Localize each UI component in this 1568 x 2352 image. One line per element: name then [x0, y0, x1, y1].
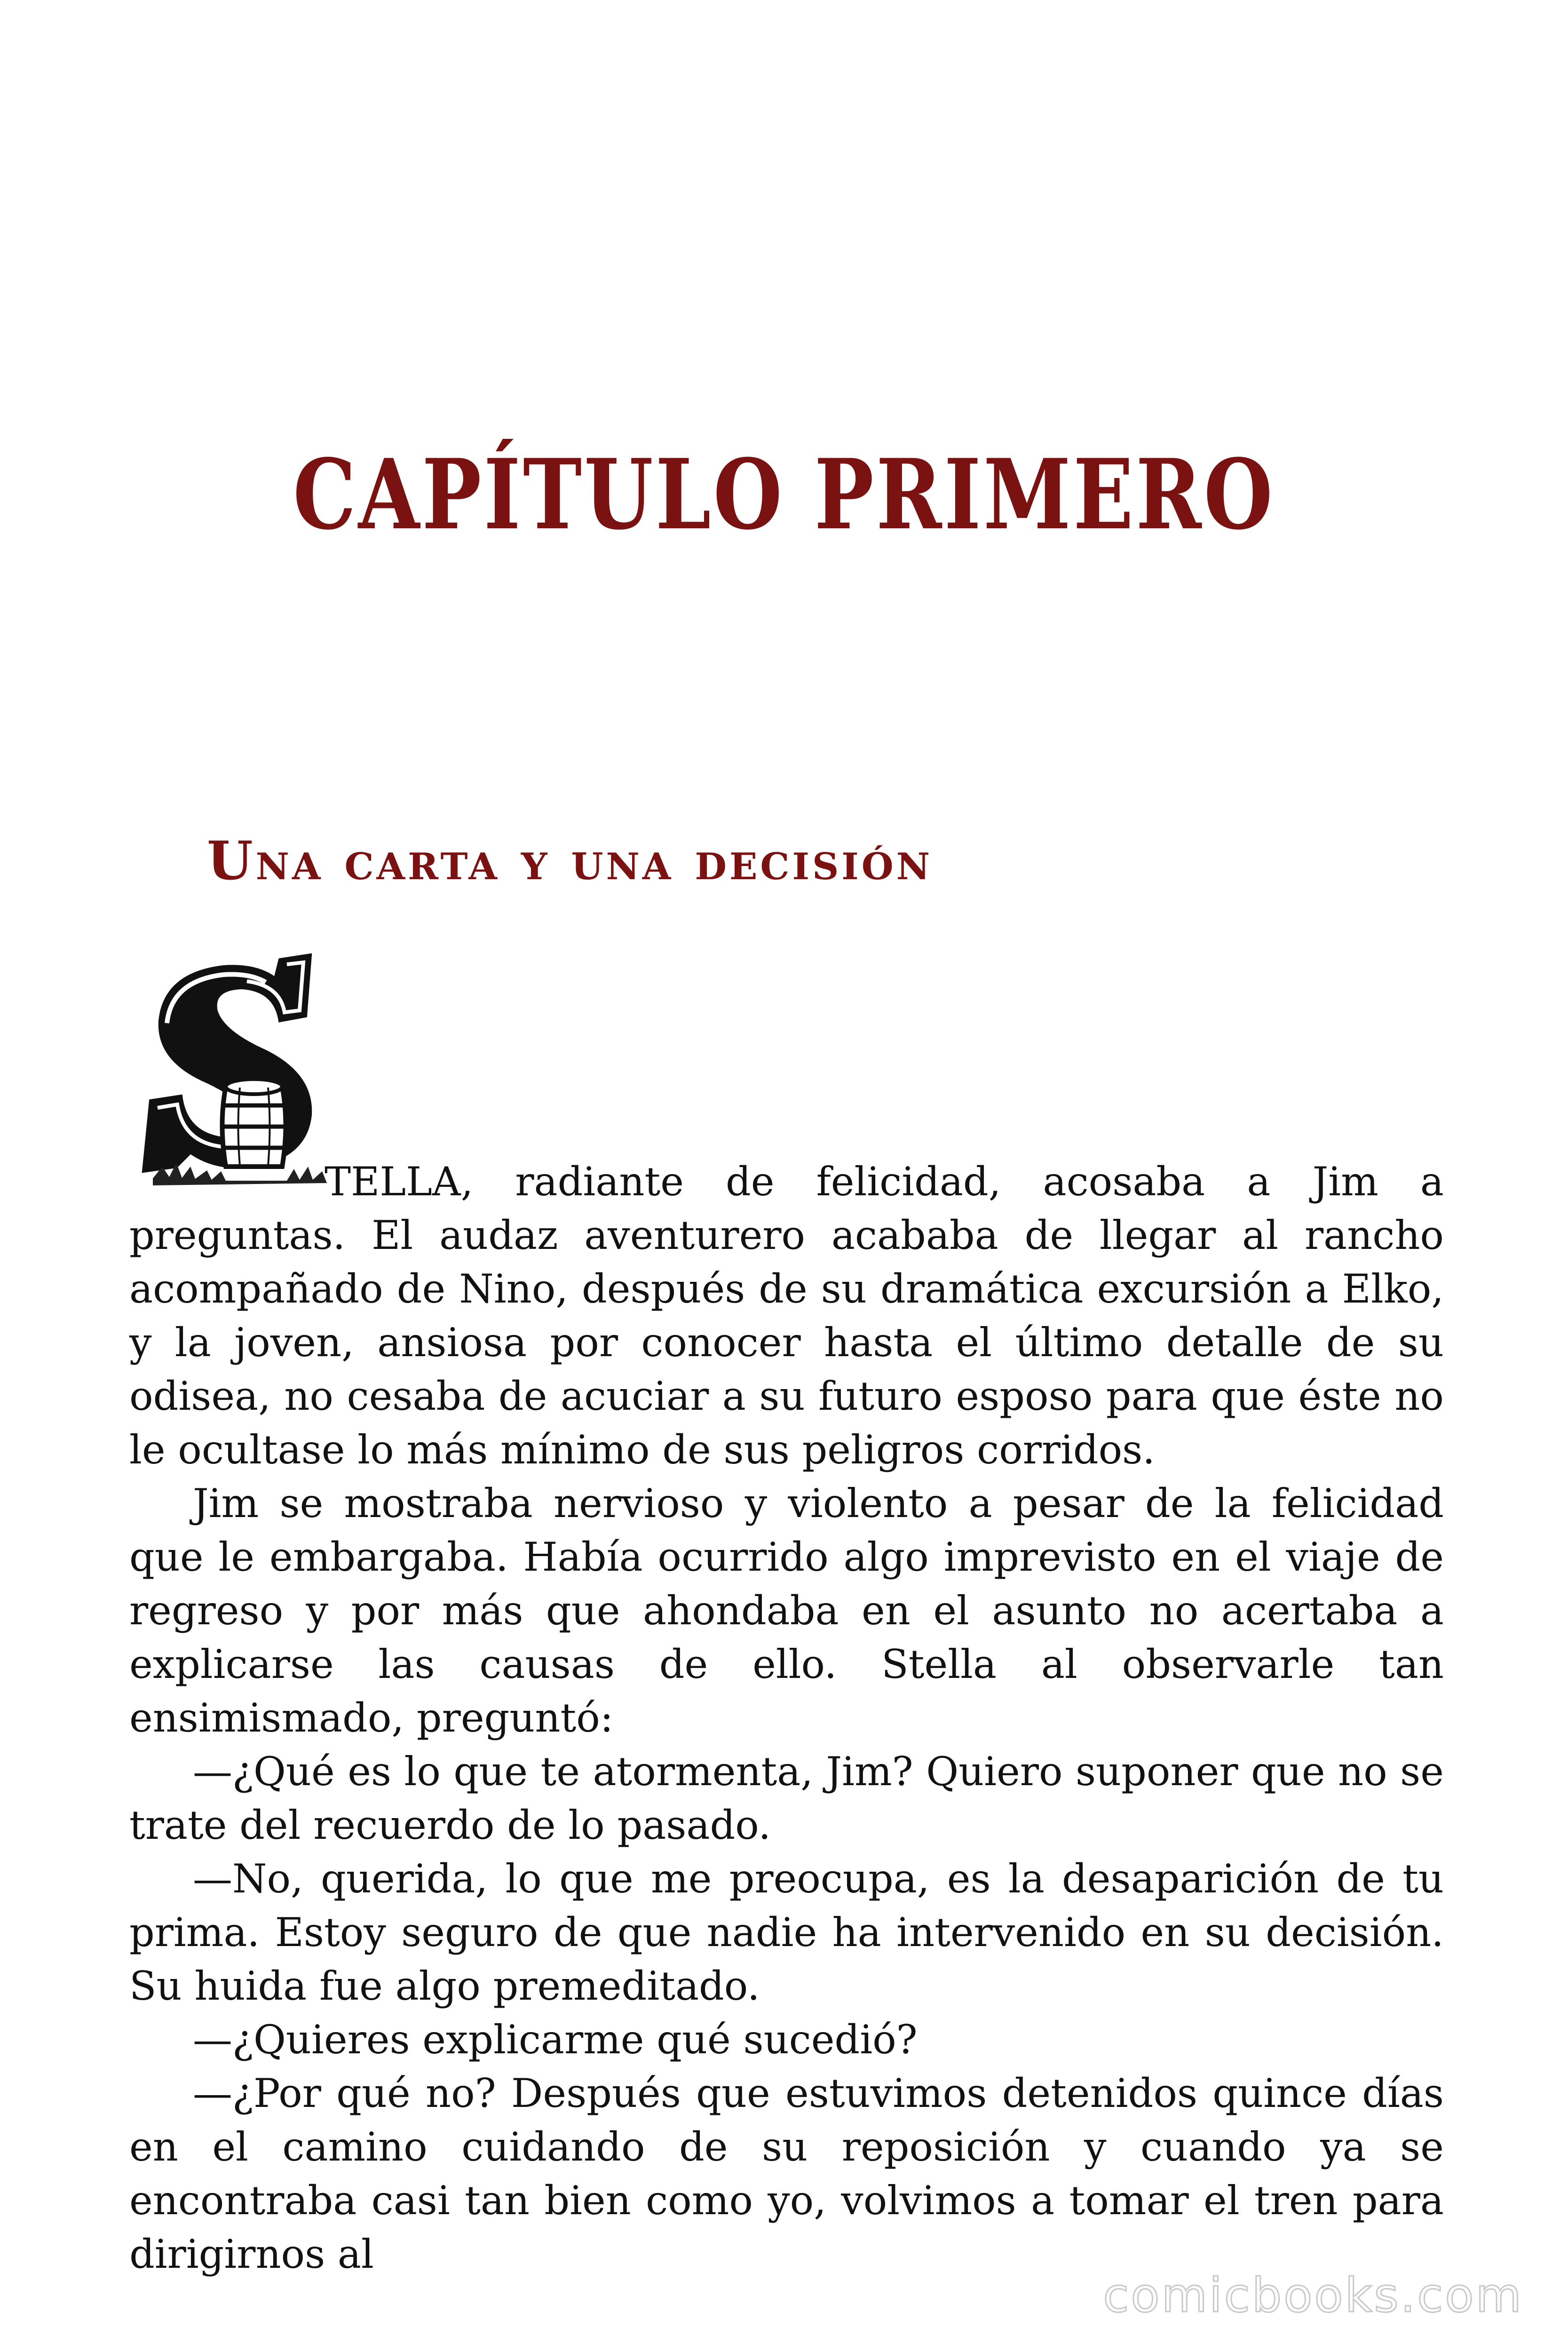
body-text: [129, 1155, 1444, 2281]
paragraph-2: Jim se mostraba nervioso y violento a pesar de la felicidad que le embargaba. Había ocurrido algo imprevisto en el viaje de regreso y por más que ahondaba en el asunto no acertaba a explicarse las causas de ello. Stella al observarle tan ensimismado, preguntó:: [129, 1480, 1444, 1741]
paragraph-3: —¿Qué es lo que te atormenta, Jim? Quiero suponer que no se trate del recuerdo de lo pasado.: [129, 1748, 1444, 1848]
paragraph-6: —¿Por qué no? Después que estuvimos detenidos quince días en el camino cuidando de su reposición y cuando ya se encontraba casi tan bien como yo, volvimos a tomar el tren para dirigirnos al: [129, 2070, 1444, 2277]
barrel-icon: [222, 1079, 286, 1167]
section-title: Una carta y una decisión: [207, 830, 933, 892]
paragraph-1: TELLA, radiante de felicidad, acosaba a Jim a preguntas. El audaz aventurero acababa de llegar al rancho acompañado de Nino, después de su dramática excursión a Elko, y la joven, ansiosa por conocer hasta el último detalle de su odisea, no cesaba de acuciar a su futuro esposo para que éste no le ocultase lo más mínimo de sus peligros corridos.: [129, 1159, 1444, 1473]
watermark: comicbooks.com: [1103, 2268, 1523, 2323]
chapter-title: CAPÍTULO PRIMERO: [293, 438, 1275, 551]
paragraph-4: —No, querida, lo que me preocupa, es la desaparición de tu prima. Estoy seguro de que nadie ha intervenido en su decisión. Su huida fue algo premeditado.: [129, 1856, 1444, 2009]
paragraph-5: —¿Quieres explicarme qué sucedió?: [193, 2017, 918, 2063]
